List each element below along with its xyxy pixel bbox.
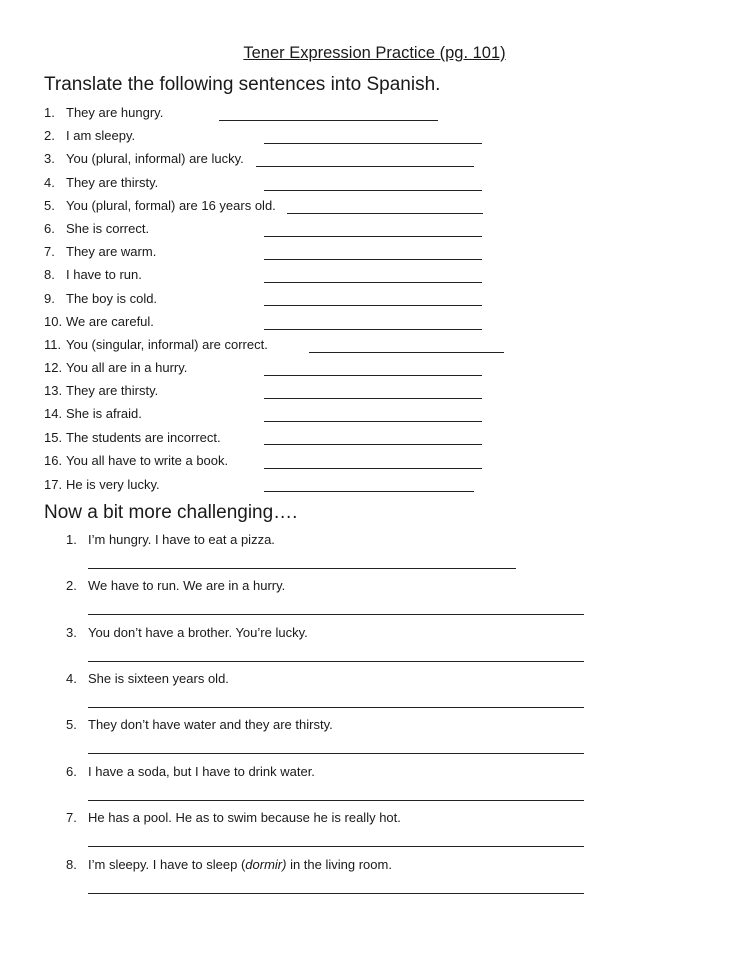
- answer-line[interactable]: [287, 213, 483, 214]
- list-item: 17. He is very lucky.: [44, 477, 160, 492]
- list-item: 3. You (plural, informal) are lucky.: [44, 151, 244, 166]
- list-item: 2. We have to run. We are in a hurry.: [66, 578, 286, 593]
- answer-line[interactable]: [264, 236, 482, 237]
- answer-line[interactable]: [256, 166, 474, 167]
- list-item: 3. You don’t have a brother. You’re lucky.: [66, 625, 308, 640]
- list-item: 6. She is correct.: [44, 221, 150, 236]
- list-item: 11. You (singular, informal) are correct.: [44, 337, 268, 352]
- list-item: 5. They don’t have water and they are thirsty.: [66, 717, 333, 732]
- answer-line[interactable]: [309, 352, 504, 353]
- answer-line[interactable]: [88, 707, 584, 708]
- list-item: 7. They are warm.: [44, 244, 157, 259]
- answer-line[interactable]: [264, 491, 474, 492]
- answer-line[interactable]: [264, 421, 482, 422]
- answer-line[interactable]: [88, 661, 584, 662]
- list-item: 7. He has a pool. He as to swim because he is really hot.: [66, 810, 401, 825]
- answer-line[interactable]: [88, 800, 584, 801]
- answer-line[interactable]: [264, 143, 482, 144]
- answer-line[interactable]: [264, 375, 482, 376]
- list-item: 16. You all have to write a book.: [44, 453, 229, 468]
- list-item: 4. They are thirsty.: [44, 175, 159, 190]
- list-item: 1. They are hungry.: [44, 105, 164, 120]
- list-item: 15. The students are incorrect.: [44, 430, 221, 445]
- list-item: 9. The boy is cold.: [44, 291, 158, 306]
- list-item: 8. I have to run.: [44, 267, 142, 282]
- answer-line[interactable]: [219, 120, 438, 121]
- answer-line[interactable]: [264, 190, 482, 191]
- page-title: Tener Expression Practice (pg. 101): [243, 44, 506, 62]
- italic-word: dormir): [245, 857, 287, 872]
- list-item: 1. I’m hungry. I have to eat a pizza.: [66, 532, 275, 547]
- answer-line[interactable]: [264, 329, 482, 330]
- list-item: 5. You (plural, formal) are 16 years old.: [44, 198, 276, 213]
- answer-line[interactable]: [88, 846, 584, 847]
- list-item: 6. I have a soda, but I have to drink water.: [66, 764, 315, 779]
- answer-line[interactable]: [264, 305, 482, 306]
- section-1-heading: Translate the following sentences into Spanish.: [44, 74, 441, 95]
- answer-line[interactable]: [88, 893, 584, 894]
- list-item: 12. You all are in a hurry.: [44, 360, 188, 375]
- answer-line[interactable]: [88, 614, 584, 615]
- answer-line[interactable]: [264, 282, 482, 283]
- section-2-heading: Now a bit more challenging….: [44, 502, 298, 523]
- answer-line[interactable]: [264, 468, 482, 469]
- list-item: 10. We are careful.: [44, 314, 154, 329]
- answer-line[interactable]: [88, 753, 584, 754]
- list-item: 13. They are thirsty.: [44, 383, 159, 398]
- answer-line[interactable]: [88, 568, 516, 569]
- answer-line[interactable]: [264, 259, 482, 260]
- list-item: 2. I am sleepy.: [44, 128, 136, 143]
- answer-line[interactable]: [264, 444, 482, 445]
- list-item: 8. I’m sleepy. I have to sleep (dormir) in the living room.: [66, 857, 392, 872]
- list-item: 14. She is afraid.: [44, 406, 142, 421]
- list-item: 4. She is sixteen years old.: [66, 671, 229, 686]
- answer-line[interactable]: [264, 398, 482, 399]
